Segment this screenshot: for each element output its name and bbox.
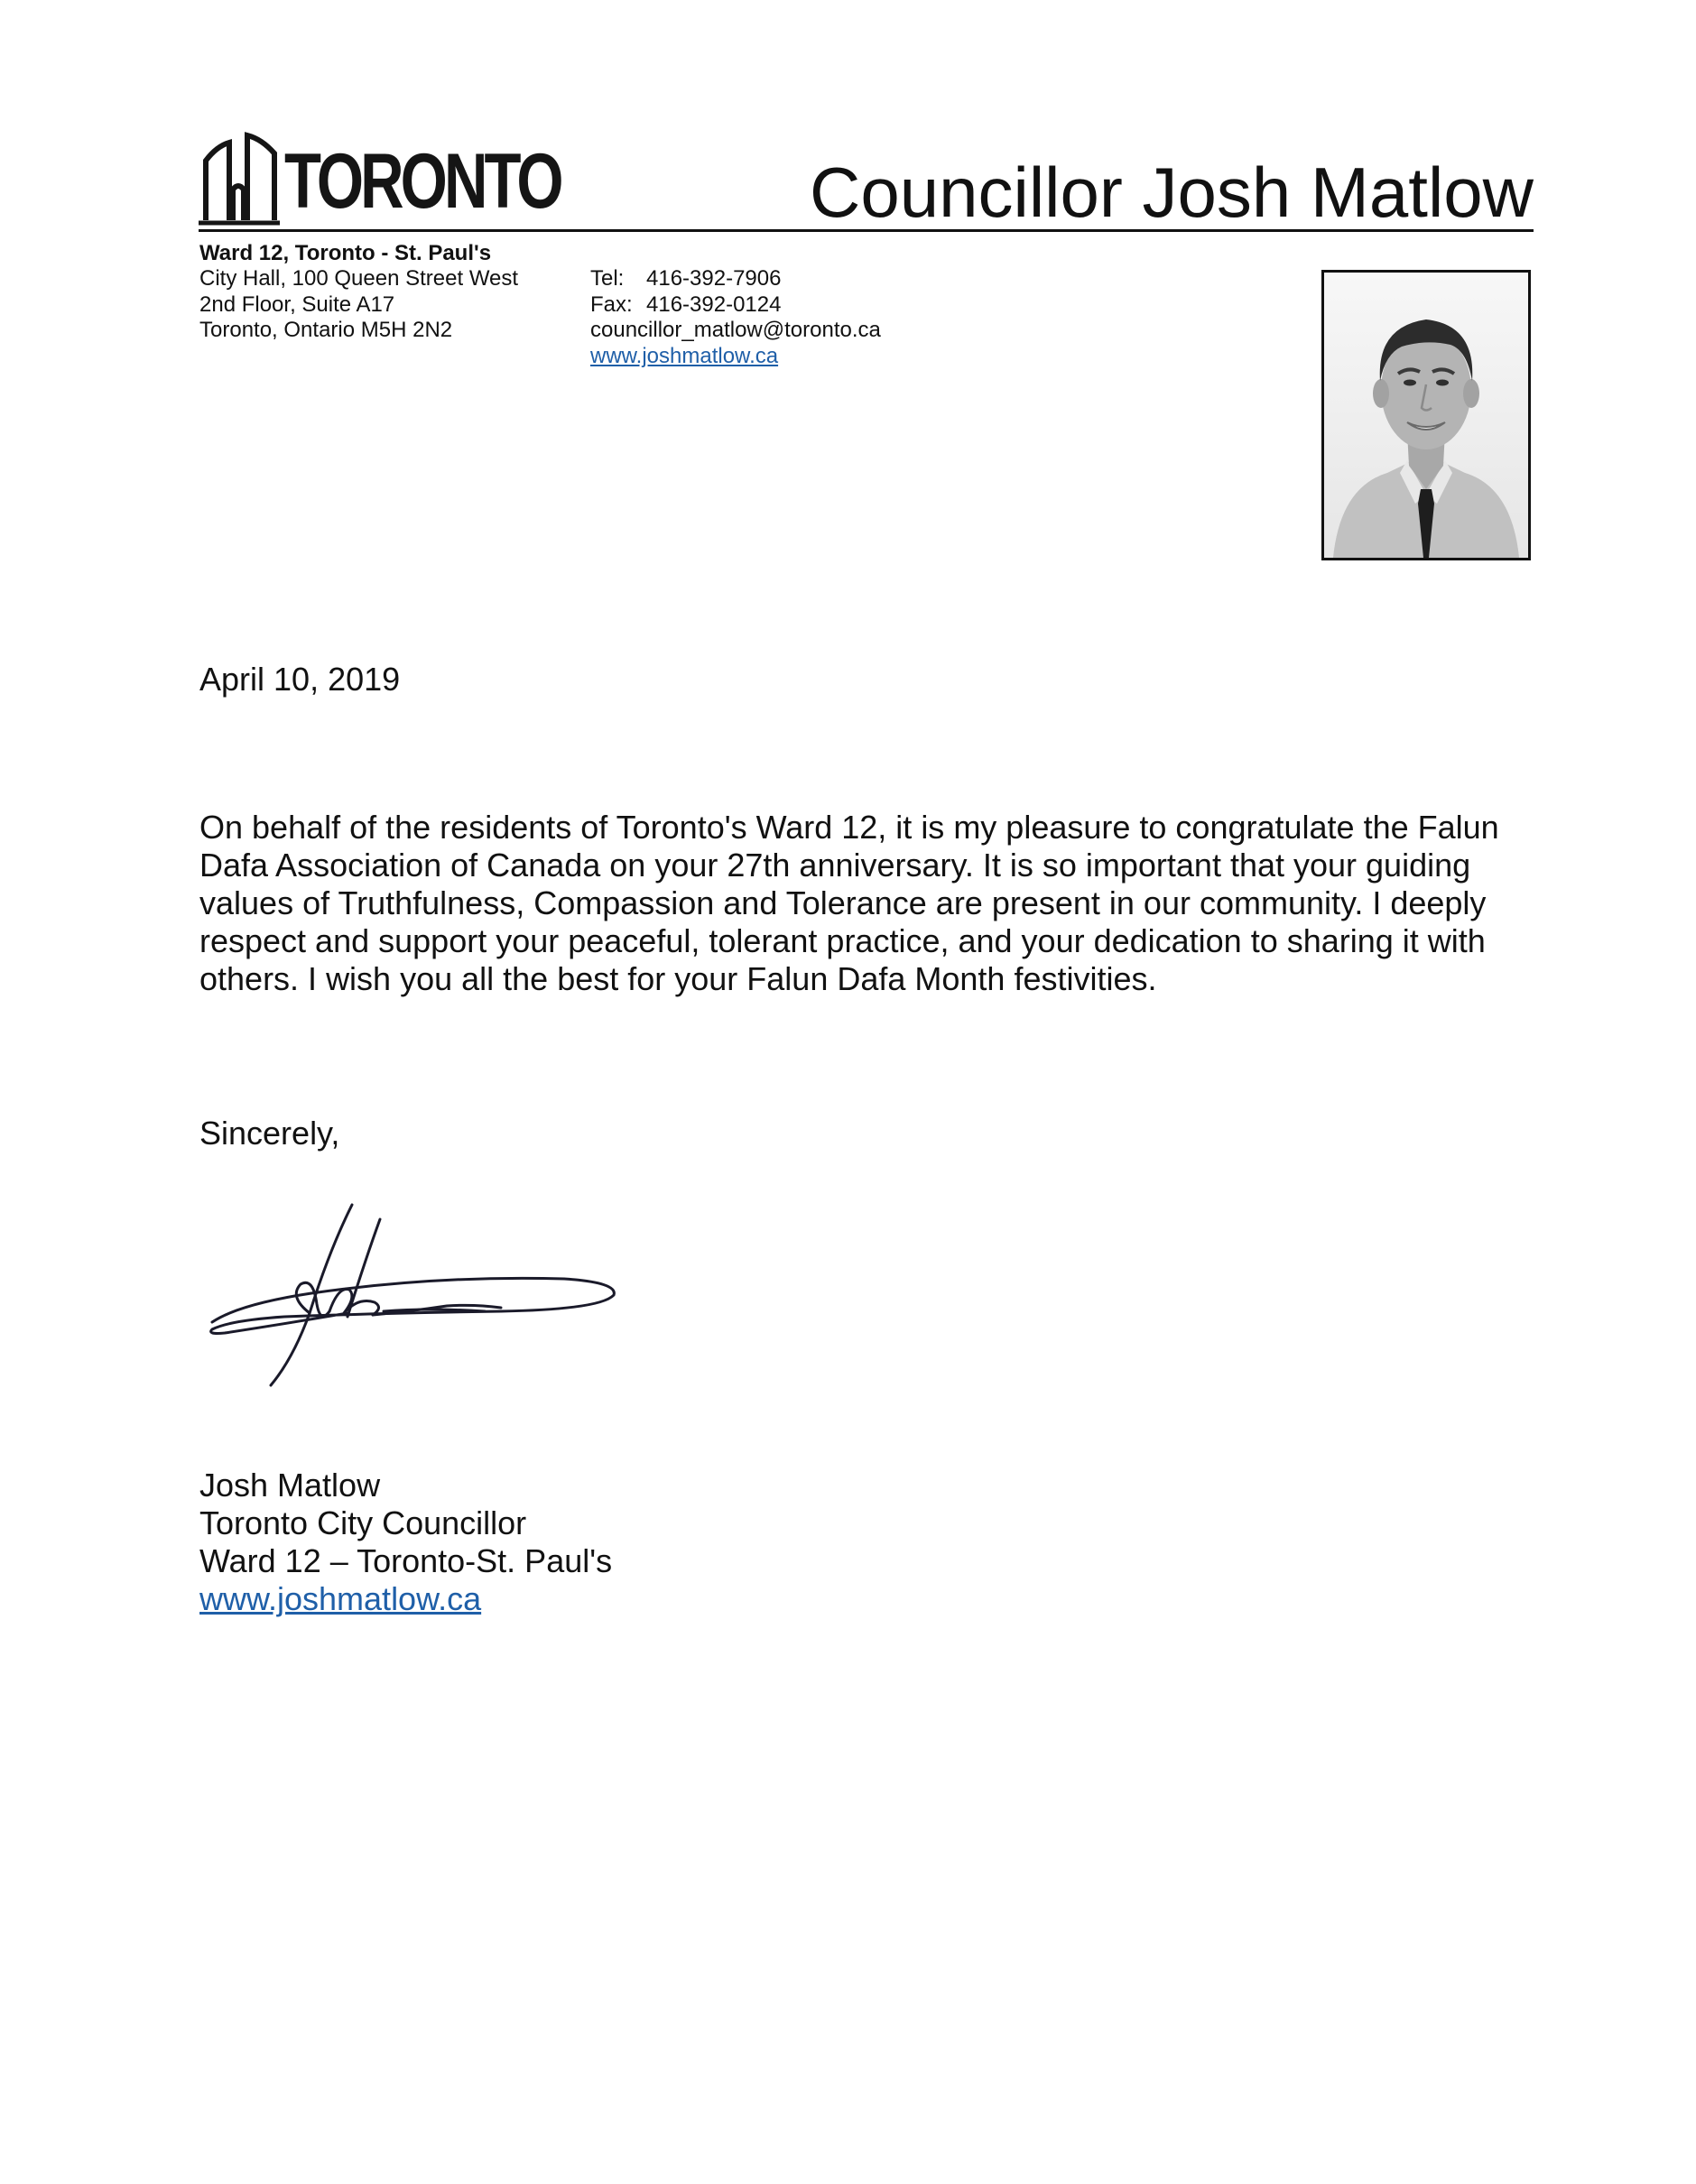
tel-label: Tel: — [590, 266, 625, 291]
address-line: City Hall, 100 Queen Street West — [199, 266, 519, 291]
contact-info — [590, 266, 881, 369]
handwritten-signature — [203, 1196, 627, 1394]
councillor-portrait — [1321, 270, 1531, 560]
website-link[interactable]: www.joshmatlow.ca — [590, 343, 779, 368]
address-line: 2nd Floor, Suite A17 — [199, 292, 395, 317]
portrait-photo — [1324, 273, 1528, 558]
signatory-name: Josh Matlow — [199, 1467, 381, 1504]
email-address: councillor_matlow@toronto.ca — [590, 318, 881, 342]
body-line: Dafa Association of Canada on your 27th anniversary. It is so important that your guiding — [199, 847, 1471, 884]
city-hall-skyline-icon — [199, 126, 280, 226]
letter-date: April 10, 2019 — [199, 661, 401, 698]
ward-heading: Ward 12, Toronto - St. Paul's — [199, 241, 492, 265]
logo-wordmark: TORONTO — [284, 138, 561, 225]
phone-row — [590, 266, 881, 292]
header-divider — [199, 229, 1534, 232]
address-line: Toronto, Ontario M5H 2N2 — [199, 318, 453, 342]
toronto-logo — [199, 126, 561, 226]
fax-label: Fax: — [590, 292, 633, 317]
signatory-ward: Ward 12 – Toronto-St. Paul's — [199, 1542, 613, 1579]
letter-body — [199, 809, 1544, 998]
page-title: Councillor Josh Matlow — [810, 153, 1534, 232]
signature-website-link[interactable]: www.joshmatlow.ca — [199, 1580, 482, 1617]
body-line: others. I wish you all the best for your Falun Dafa Month festivities. — [199, 960, 1157, 997]
body-line: On behalf of the residents of Toronto's Ward 12, it is my pleasure to congratulate the Falun — [199, 809, 1499, 846]
fax-row — [590, 292, 881, 319]
signatory-position: Toronto City Councillor — [199, 1504, 527, 1541]
fax-value: 416-392-0124 — [646, 292, 782, 317]
office-address — [199, 266, 518, 344]
signature-block — [199, 1467, 612, 1618]
body-line: respect and support your peaceful, tolerant practice, and your dedication to sharing it with — [199, 922, 1486, 959]
tel-value: 416-392-7906 — [646, 266, 782, 291]
body-line: values of Truthfulness, Compassion and Tolerance are present in our community. I deeply — [199, 884, 1487, 921]
letter-closing: Sincerely, — [199, 1115, 340, 1152]
